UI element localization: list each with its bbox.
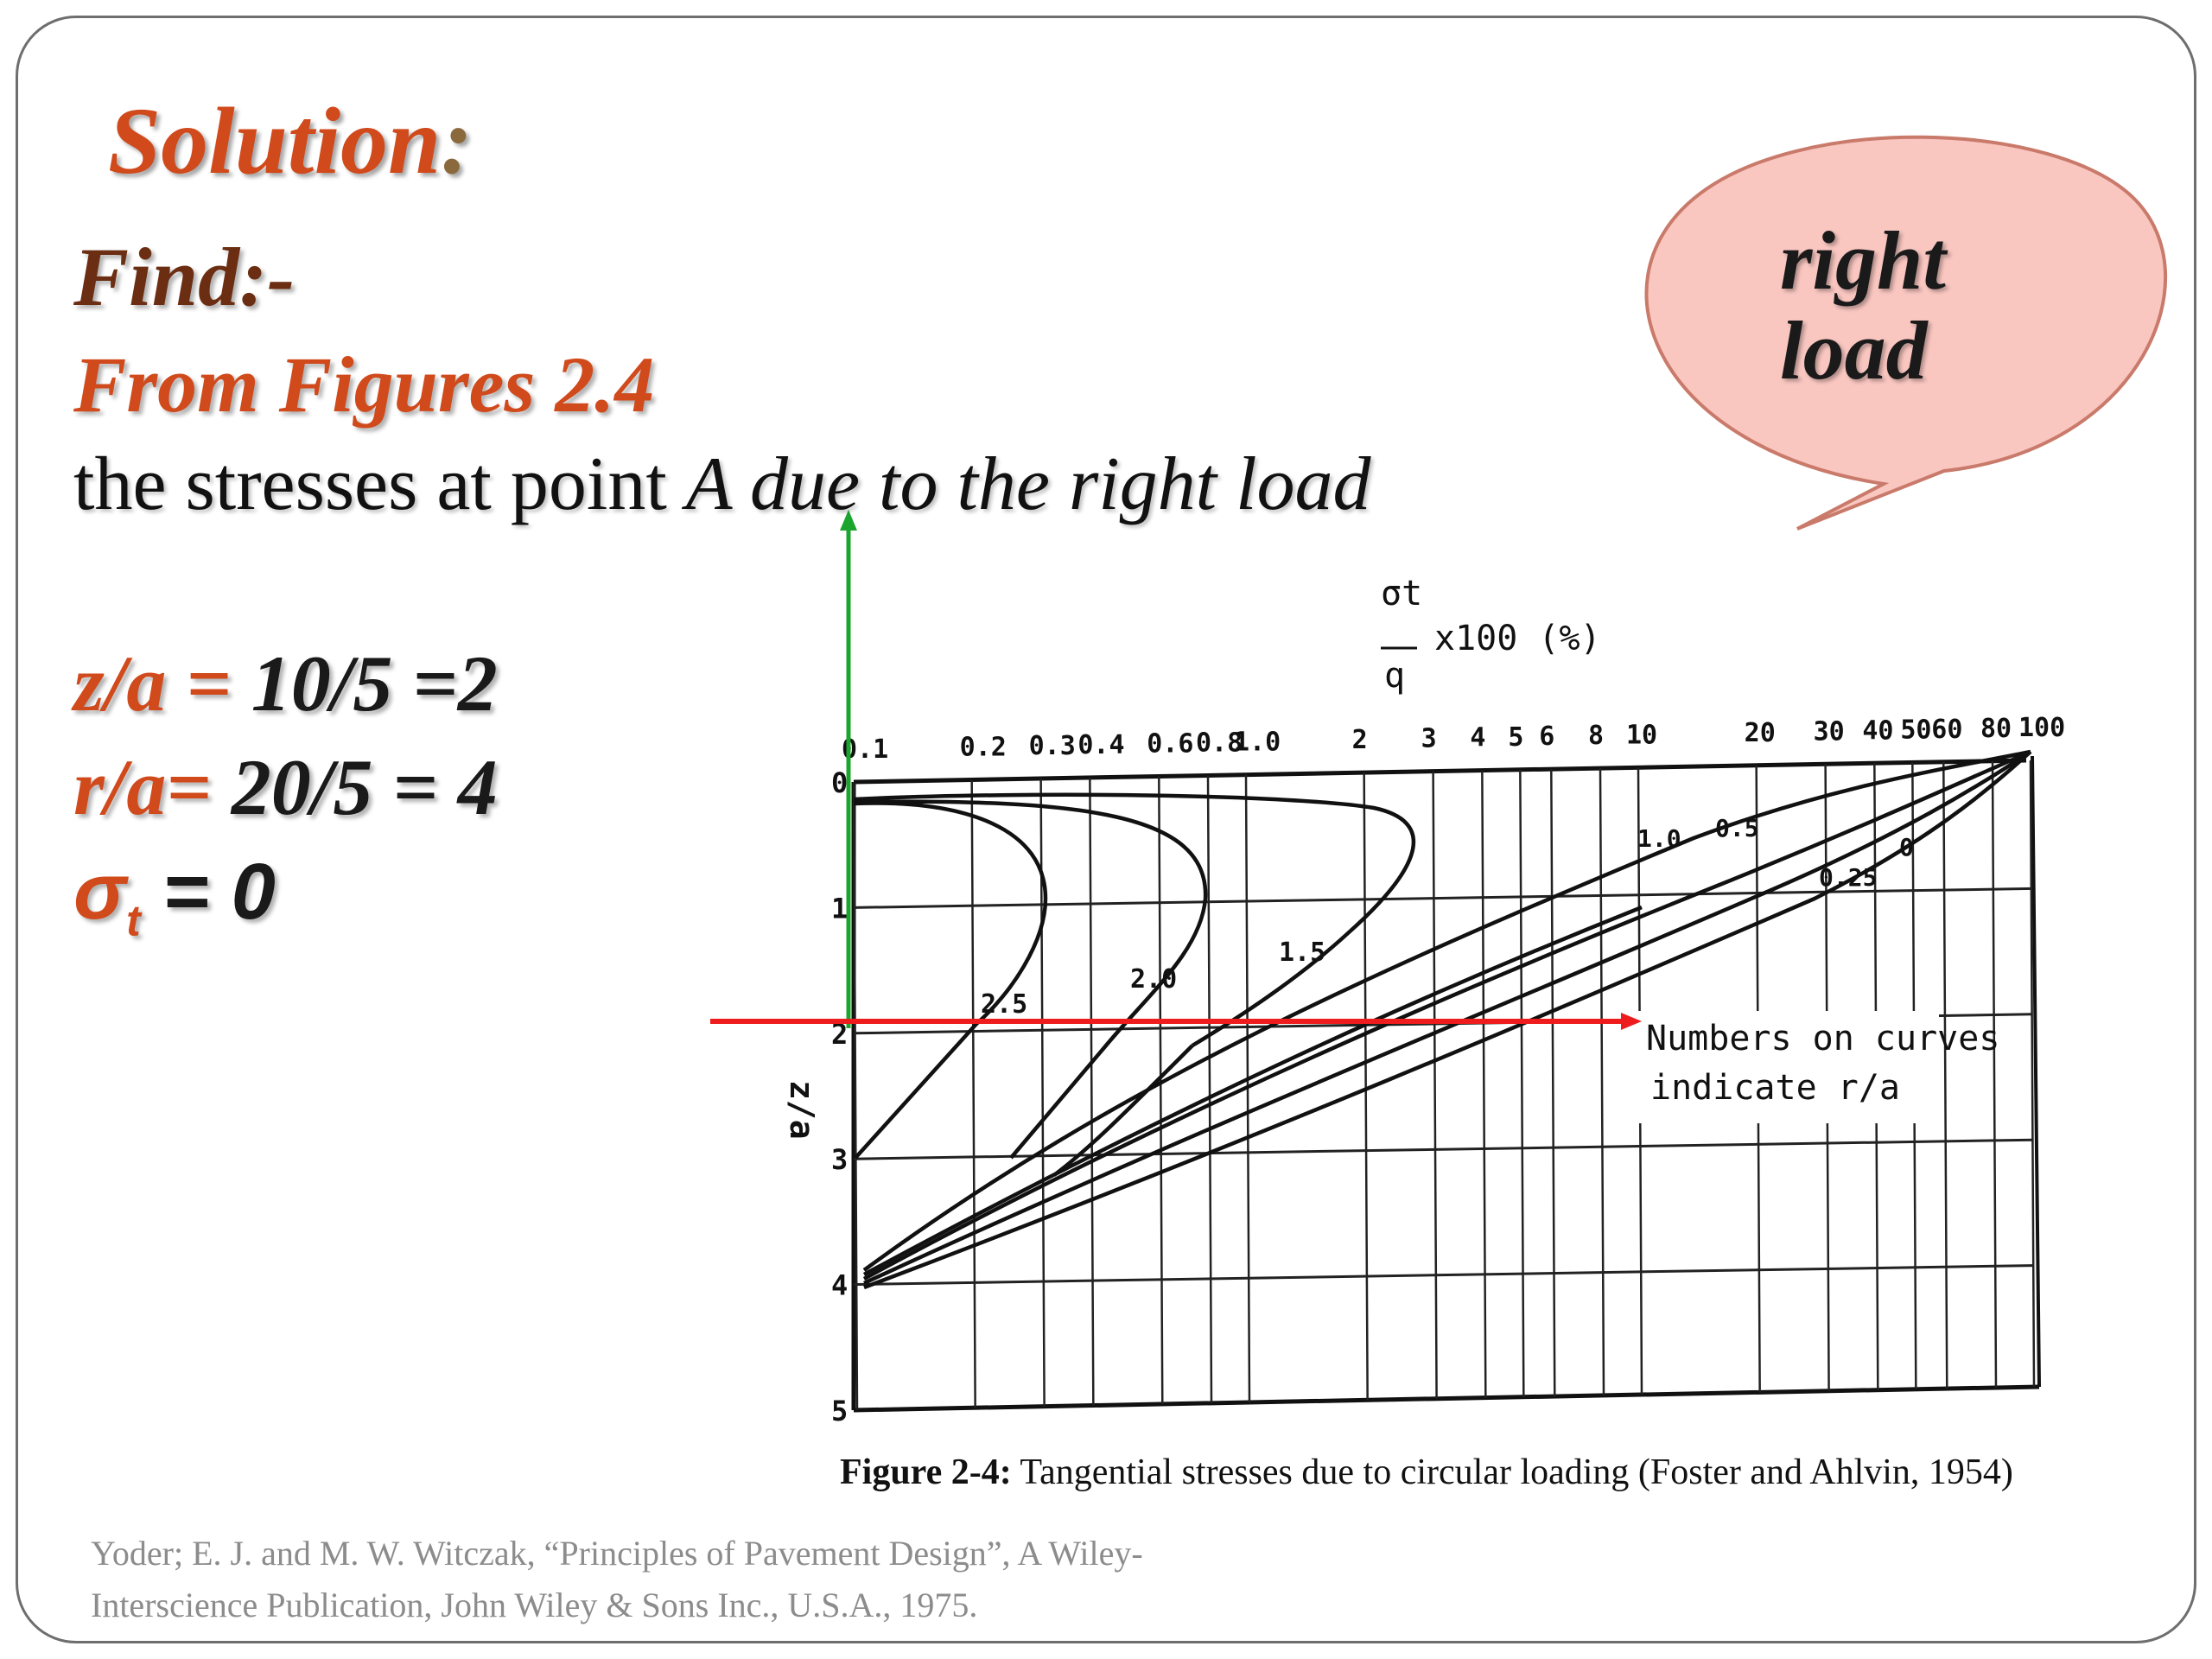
y-gridline — [854, 1266, 2032, 1285]
curve-label: 0.5 — [1715, 814, 1759, 842]
x-gridline — [972, 779, 976, 1408]
x-tick-label: 0.6 — [1147, 728, 1194, 760]
x-tick-label: 8 — [1588, 721, 1605, 752]
x-tick-label: 60 — [1931, 714, 1963, 745]
curve-label: 1.5 — [1279, 938, 1326, 968]
x-tick-label: 6 — [1539, 721, 1555, 753]
x-tick-label: 0.2 — [959, 732, 1007, 763]
stresses-sentence: the stresses at point A due to the right load — [73, 442, 1371, 526]
from-figure-label: From Figures 2.4 — [73, 340, 655, 429]
x-tick-label: 50 — [1900, 715, 1932, 746]
x-tick-label: 0.1 — [842, 734, 889, 765]
note-line-1: Numbers on curves — [1646, 1019, 2000, 1058]
reference-citation: Yoder; E. J. and M. W. Witczak, “Principles of Pavement Design”, A Wiley-Interscience Publication, John Wiley & Sons Inc., U.S.A., 1975. — [91, 1534, 1143, 1624]
x-tick-label: 10 — [1626, 720, 1658, 751]
x-gridline — [1943, 762, 1947, 1389]
y-tick-label: 4 — [831, 1268, 849, 1302]
equation-z-over-a: z/a = 10/5 =2 — [73, 639, 498, 728]
x-axis-label-denominator: q — [1384, 656, 1406, 696]
x-tick-label: 20 — [1744, 717, 1776, 748]
speech-bubble-text: right load — [1780, 214, 1947, 397]
x-gridline — [1551, 769, 1554, 1396]
x-tick-label: 3 — [1421, 723, 1437, 754]
figure-caption: Figure 2-4: Tangential stresses due to circular loading (Foster and Ahlvin, 1954) — [840, 1452, 2013, 1492]
x-tick-label: 5 — [1508, 721, 1524, 753]
x-gridline — [1482, 771, 1485, 1398]
chart-top-border — [854, 760, 2026, 782]
curve-top-loop — [854, 795, 1414, 1046]
find-label: Find:- — [73, 231, 296, 323]
x-gridline — [1433, 772, 1437, 1399]
equation-r-over-a: r/a= 20/5 = 4 — [73, 743, 498, 831]
note-line-2: indicate r/a — [1650, 1068, 1900, 1108]
x-gridline — [1600, 768, 1604, 1395]
y-axis-label: z/a — [783, 1080, 821, 1140]
slide-heading: Solution: — [108, 88, 473, 194]
y-gridline — [854, 1140, 2032, 1159]
y-tick-label: 3 — [831, 1143, 849, 1177]
x-gridline — [1993, 761, 1996, 1388]
chart-bottom-border — [854, 1387, 2039, 1410]
x-tick-label: 80 — [1980, 713, 2012, 744]
curve-label: 2.0 — [1130, 964, 1178, 995]
y-tick-label: 0 — [831, 766, 849, 799]
curve-label: 2.5 — [981, 989, 1028, 1020]
y-tick-label: 1 — [831, 892, 849, 925]
x-gridline — [1364, 772, 1368, 1400]
x-tick-label: 1.0 — [1234, 727, 1281, 758]
x-tick-label: 40 — [1862, 715, 1894, 747]
x-tick-label: 30 — [1813, 716, 1845, 747]
y-tick-label: 2 — [831, 1017, 849, 1051]
x-axis-label-suffix: x100 (%) — [1434, 619, 1601, 658]
y-tick-label: 5 — [831, 1395, 849, 1427]
x-axis-label-numerator: σt — [1381, 574, 1423, 613]
x-gridline — [1159, 777, 1162, 1404]
x-gridline — [1208, 775, 1211, 1402]
x-tick-label: 0.8 — [1196, 728, 1243, 759]
curve-label: 0.25 — [1819, 863, 1878, 892]
curve-extra — [864, 907, 1642, 1274]
curve-2-5 — [854, 804, 1046, 1158]
curve-label: 1.0 — [1637, 824, 1681, 853]
x-tick-labels — [842, 713, 2065, 765]
y-tick-labels — [831, 766, 848, 1427]
x-tick-label: 100 — [2018, 713, 2066, 743]
curve-label: 0 — [1899, 833, 1914, 861]
x-gridline — [1090, 778, 1093, 1406]
x-gridline — [1520, 770, 1523, 1397]
x-tick-label: 0.4 — [1077, 729, 1125, 760]
equation-sigma-t: $\sigma_t = 0$ — [73, 848, 276, 945]
x-tick-label: 0.3 — [1028, 731, 1076, 762]
x-tick-label: 2 — [1351, 725, 1368, 756]
x-tick-label: 4 — [1470, 722, 1486, 753]
